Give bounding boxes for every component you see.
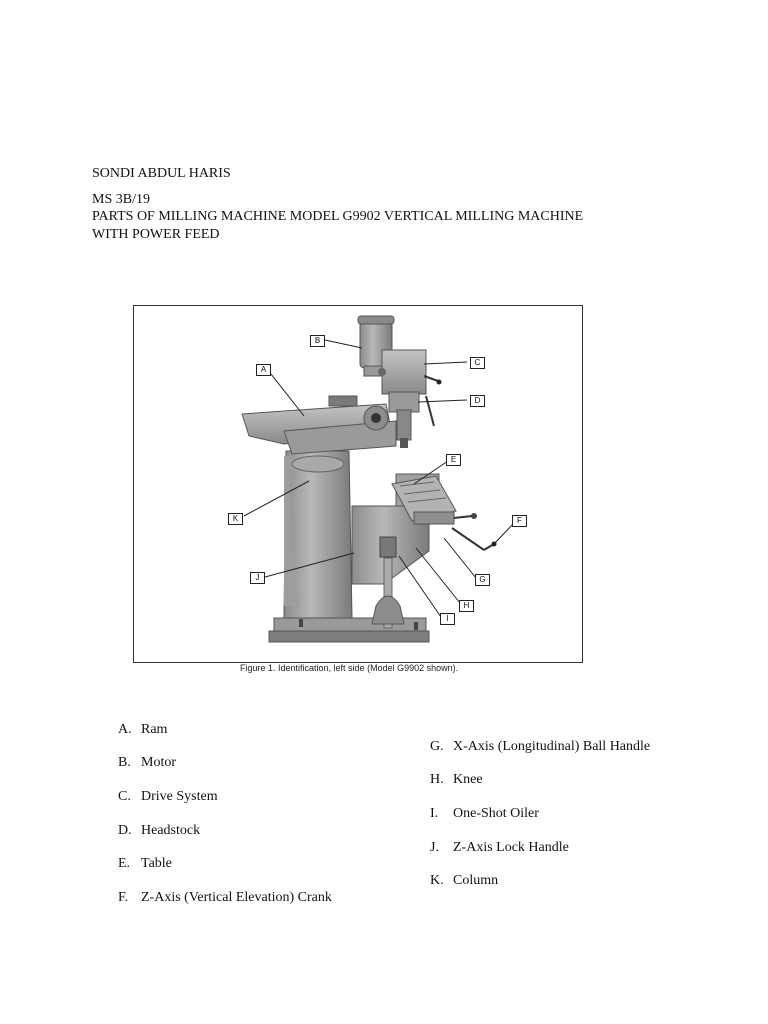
title-line-2: WITH POWER FEED: [92, 226, 220, 242]
author-name: SONDI ABDUL HARIS: [92, 166, 231, 181]
part-name: Headstock: [141, 823, 201, 838]
callout-a: A: [256, 364, 271, 376]
milling-machine-figure: [133, 305, 583, 663]
part-letter: I.: [430, 806, 439, 821]
title-line-1: PARTS OF MILLING MACHINE MODEL G9902 VERTICAL MILLING MACHINE: [92, 209, 584, 224]
crank-shape: [452, 528, 497, 550]
part-name: Ram: [141, 722, 168, 737]
document-title: [92, 208, 583, 243]
part-name: Column: [453, 873, 499, 888]
callout-b: B: [310, 335, 325, 347]
part-name: Drive System: [141, 789, 218, 804]
column-shape: [284, 451, 352, 618]
part-name: Z-Axis Lock Handle: [453, 840, 569, 855]
machine-base: [269, 618, 429, 642]
callout-j: J: [250, 572, 265, 584]
part-name: One-Shot Oiler: [453, 806, 539, 821]
callout-d: D: [470, 395, 485, 407]
figure-caption: Figure 1. Identification, left side (Model G9902 shown).: [240, 663, 459, 673]
ram-shape: [242, 396, 396, 454]
part-letter: C.: [118, 789, 131, 804]
part-letter: J.: [430, 840, 439, 855]
part-name: Z-Axis (Vertical Elevation) Crank: [141, 890, 332, 905]
callout-e: E: [446, 454, 461, 466]
part-name: Knee: [453, 772, 483, 787]
part-letter: G.: [430, 739, 444, 754]
part-name: X-Axis (Longitudinal) Ball Handle: [453, 739, 651, 754]
part-letter: E.: [118, 856, 131, 871]
part-letter: D.: [118, 823, 132, 838]
part-name: Motor: [141, 755, 176, 770]
callout-g: G: [475, 574, 490, 586]
callout-k: K: [228, 513, 243, 525]
part-name: Table: [141, 856, 172, 871]
part-letter: K.: [430, 873, 444, 888]
callout-f: F: [512, 515, 527, 527]
part-letter: H.: [430, 772, 444, 787]
callout-c: C: [470, 357, 485, 369]
part-letter: A.: [118, 722, 132, 737]
callout-h: H: [459, 600, 474, 612]
part-letter: B.: [118, 755, 131, 770]
milling-machine-illustration: [134, 306, 584, 664]
callout-i: I: [440, 613, 455, 625]
class-code: MS 3B/19: [92, 192, 150, 207]
part-letter: F.: [118, 890, 129, 905]
